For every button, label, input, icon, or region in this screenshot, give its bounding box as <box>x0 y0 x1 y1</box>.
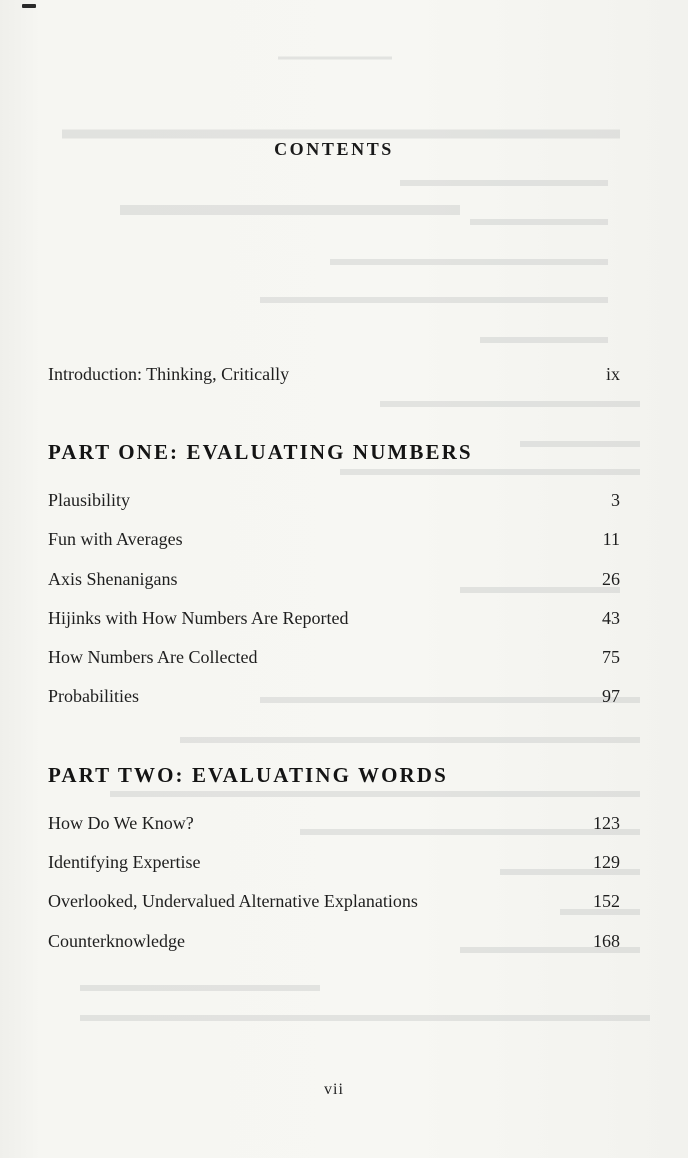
toc-entry-axis-shenanigans[interactable] <box>48 569 620 590</box>
toc-entry-how-do-we-know[interactable] <box>48 813 620 834</box>
toc-entry-introduction[interactable] <box>48 364 620 385</box>
entry-page: 97 <box>602 686 620 706</box>
entry-page: 75 <box>602 647 620 667</box>
entry-page: 3 <box>611 490 620 510</box>
entry-title: Fun with Averages <box>48 529 183 549</box>
entry-title: Hijinks with How Numbers Are Reported <box>48 608 349 628</box>
toc-entry-how-numbers-are-collected[interactable] <box>48 647 620 668</box>
entry-title: Plausibility <box>48 490 131 510</box>
part-one-heading: PART ONE: EVALUATING NUMBERS <box>48 440 473 464</box>
entry-title: Overlooked, Undervalued Alternative Explanations <box>48 891 418 911</box>
entry-page: ix <box>605 364 620 384</box>
entry-page: 123 <box>593 813 620 833</box>
entry-page: 168 <box>593 931 620 951</box>
entry-title: Introduction: Thinking, Critically <box>48 364 290 384</box>
contents-heading: CONTENTS <box>274 139 394 159</box>
toc-entry-plausibility[interactable] <box>48 490 620 511</box>
toc-entry-probabilities[interactable] <box>48 686 620 707</box>
entry-title: How Do We Know? <box>48 813 194 833</box>
entry-page: 43 <box>602 608 620 628</box>
entry-title: Probabilities <box>48 686 139 706</box>
entry-page: 11 <box>602 529 620 549</box>
entry-title: Axis Shenanigans <box>48 569 178 589</box>
part-two-heading: PART TWO: EVALUATING WORDS <box>48 763 448 787</box>
entry-page: 26 <box>602 569 620 589</box>
toc-entry-overlooked-explanations[interactable] <box>48 891 620 912</box>
page-number: vii <box>324 1081 344 1098</box>
toc-entry-counterknowledge[interactable] <box>48 931 620 952</box>
entry-title: How Numbers Are Collected <box>48 647 258 667</box>
entry-title: Counterknowledge <box>48 931 185 951</box>
toc-entry-identifying-expertise[interactable] <box>48 852 620 873</box>
toc-entry-fun-with-averages[interactable] <box>48 529 620 550</box>
entry-page: 152 <box>593 891 620 911</box>
entry-page: 129 <box>593 852 620 872</box>
entry-title: Identifying Expertise <box>48 852 201 872</box>
toc-entry-hijinks[interactable] <box>48 608 620 629</box>
